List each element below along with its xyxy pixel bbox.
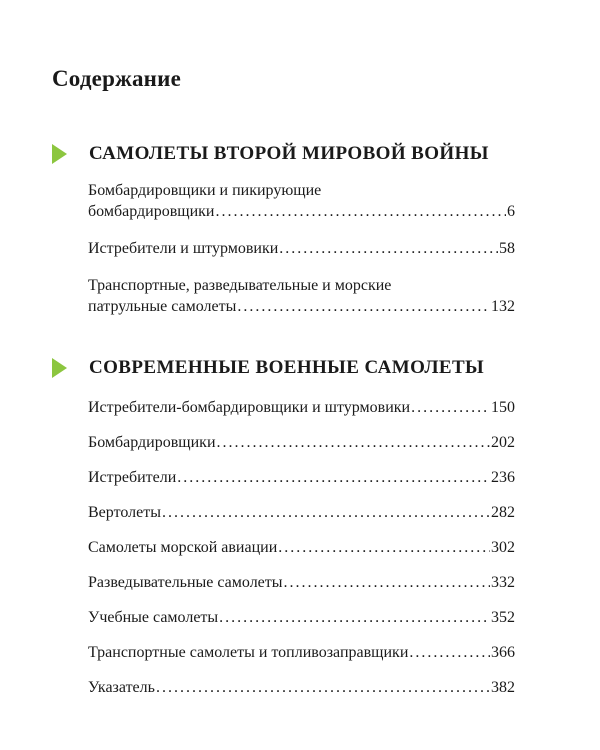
toc-entry[interactable]	[88, 537, 515, 558]
toc-entry[interactable]	[88, 572, 515, 593]
triangle-bullet-icon	[52, 358, 67, 378]
toc-entry-page: 282	[491, 504, 515, 521]
toc-entry-title: Учебные самолеты	[88, 609, 219, 626]
toc-entry-page: 236	[491, 469, 515, 486]
toc-entry-title: Транспортные самолеты и топливозаправщики	[88, 644, 409, 661]
toc-entry-first-line: Транспортные, разведывательные и морские	[88, 277, 392, 294]
leader-dots	[177, 467, 490, 488]
toc-entry-page: 366	[491, 644, 515, 661]
toc-entry[interactable]	[88, 607, 515, 628]
toc-entry-title: бомбардировщики	[88, 203, 215, 220]
toc-entry[interactable]	[88, 467, 515, 488]
toc-entry[interactable]	[88, 677, 515, 698]
toc-entry[interactable]	[88, 642, 515, 663]
toc-entry-title: Разведывательные самолеты	[88, 574, 283, 591]
section-header-modern	[52, 357, 522, 379]
toc-entry-title: Указатель	[88, 679, 155, 696]
toc-entry[interactable]	[88, 275, 515, 317]
toc-entry[interactable]	[88, 432, 515, 453]
leader-dots	[409, 642, 490, 663]
toc-entry[interactable]	[88, 180, 515, 222]
toc-entry-title: Истребители-бомбардировщики и штурмовики	[88, 399, 411, 416]
toc-entry-title: Истребители и штурмовики	[88, 240, 279, 257]
toc-entry-page: 332	[491, 574, 515, 591]
page-title: Содержание	[52, 66, 181, 91]
toc-entry-page: 202	[491, 434, 515, 451]
toc-entry-title: Бомбардировщики	[88, 434, 216, 451]
toc-entry-first-line: Бомбардировщики и пикирующие	[88, 182, 322, 199]
leader-dots	[237, 296, 490, 317]
toc-entry-page: 58	[499, 240, 515, 257]
toc-entry-title: Истребители	[88, 469, 177, 486]
section-title: САМОЛЕТЫ ВТОРОЙ МИРОВОЙ ВОЙНЫ	[89, 143, 489, 164]
toc-entry[interactable]	[88, 397, 515, 418]
toc-list-ww2	[88, 180, 515, 333]
leader-dots	[279, 238, 498, 259]
leader-dots	[278, 537, 490, 558]
toc-entry-page: 132	[491, 298, 515, 315]
toc-entry[interactable]	[88, 238, 515, 259]
section-header-ww2	[52, 143, 522, 165]
toc-entry-page: 6	[507, 203, 515, 220]
toc-entry-page: 382	[491, 679, 515, 696]
leader-dots	[156, 677, 490, 698]
leader-dots	[284, 572, 490, 593]
section-title: СОВРЕМЕННЫЕ ВОЕННЫЕ САМОЛЕТЫ	[89, 357, 485, 378]
leader-dots	[219, 607, 490, 628]
leader-dots	[217, 432, 490, 453]
leader-dots	[411, 397, 490, 418]
toc-entry-title: Вертолеты	[88, 504, 161, 521]
toc-entry[interactable]	[88, 502, 515, 523]
toc-entry-page: 150	[491, 399, 515, 416]
toc-list-modern	[88, 397, 515, 712]
triangle-bullet-icon	[52, 144, 67, 164]
toc-entry-title: Самолеты морской авиации	[88, 539, 278, 556]
toc-entry-title: патрульные самолеты	[88, 298, 237, 315]
toc-entry-page: 302	[491, 539, 515, 556]
toc-entry-page: 352	[491, 609, 515, 626]
leader-dots	[162, 502, 490, 523]
leader-dots	[215, 201, 506, 222]
